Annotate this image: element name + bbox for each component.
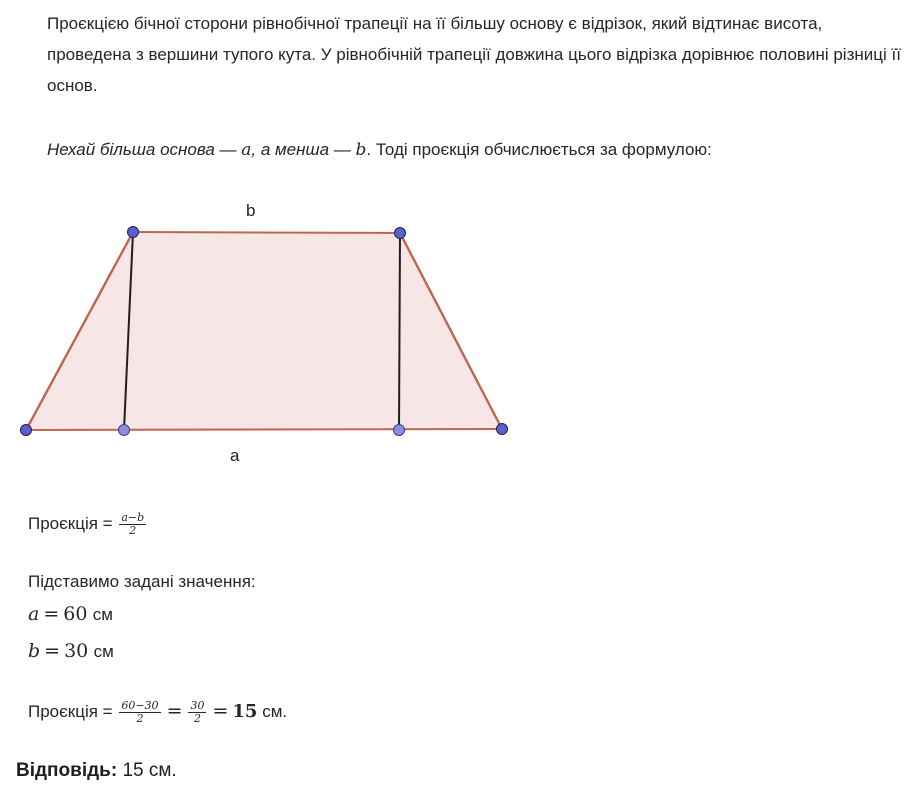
formula-denominator: 2 [129,524,137,537]
calc-fraction-2 [188,700,206,725]
vertex-bottom-left [21,425,32,436]
vertex-top-right [395,228,406,239]
answer-label: Відповідь: [16,760,118,781]
calc-fraction-1 [119,700,160,725]
foot-right [394,425,405,436]
equals-sign: = [43,603,60,625]
let-statement [47,137,907,163]
value-a-unit: см [92,605,113,624]
let-text-3: . Тоді проєкція обчислюється за формулою: [366,140,712,159]
vertex-bottom-right [497,424,508,435]
let-text-1: Нехай більша основа — [47,140,242,159]
intro-paragraph: Проєкцією бічної сторони рівнобічної трапеції на її більшу основу є відрізок, який відтинає висота, проведена з вершини тупого кута. У рівнобічній трапеції довжина цього відрізка дорівнює половині різниці її основ. [47,14,901,95]
calc-equals-2: = [212,700,229,722]
foot-left [119,425,130,436]
substitution-heading: Підставимо задані значення: [28,572,256,591]
var-b: b [355,140,367,160]
value-a-line [28,603,113,626]
calc-fraction-2-num: 30 [190,699,205,713]
calc-result: 15 [232,701,258,722]
trapezoid-fill [26,232,502,430]
calc-fraction-2-den: 2 [193,712,201,726]
value-b-line [28,640,114,663]
vertex-top-left [128,227,139,238]
formula-label: Проєкція = [28,513,118,533]
calculation-label: Проєкція = [28,702,118,721]
right-height [399,233,400,430]
calculation-line [28,700,287,725]
answer-value: 15 см. [117,760,177,781]
formula-fraction [119,512,146,537]
value-b-number: 30 [64,640,89,662]
label-b: b [246,201,256,220]
calc-equals-1: = [166,700,183,722]
trapezoid-figure [0,190,560,475]
calc-fraction-1-den: 2 [136,712,144,726]
value-a-var: a [28,603,40,625]
value-b-var: b [28,640,41,662]
formula-line [28,512,148,537]
bottom-base [26,429,502,430]
top-base [133,232,400,233]
let-text-2: , а менша — [251,140,356,159]
calc-fraction-1-num: 60−30 [121,699,159,713]
label-a: a [230,446,240,465]
calc-unit: см. [257,702,288,721]
value-a-number: 60 [63,603,88,625]
formula-numerator: a−b [121,511,145,524]
answer-line [16,760,177,782]
var-a: a [241,140,252,160]
equals-sign: = [44,640,61,662]
value-b-unit: см [93,642,114,661]
